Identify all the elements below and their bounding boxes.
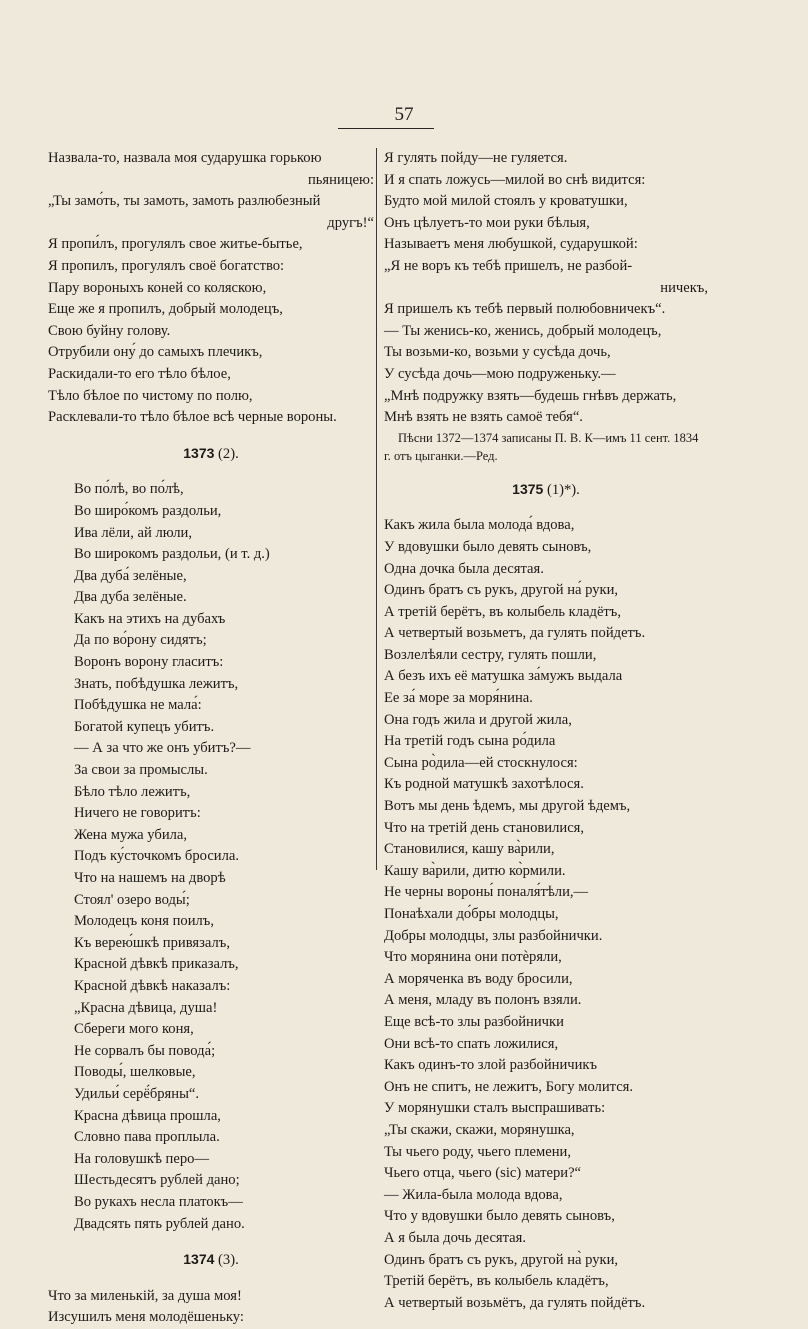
verse-line: Знать, побѣдушка лежитъ, bbox=[74, 675, 239, 692]
verse-line: Что на третій день становилися, bbox=[384, 819, 585, 836]
verse-line: Я пропилъ, прогулялъ своё богатство: bbox=[48, 257, 285, 274]
verse-line: Къ верею́шкѣ привязалъ, bbox=[74, 934, 230, 951]
verse-line: Ты возьми-ко, возьми у сусѣда дочь, bbox=[384, 344, 611, 361]
song-heading bbox=[48, 443, 374, 466]
verse-line: Что за миленькій, за душа моя! bbox=[48, 1287, 242, 1304]
verse-line: Ива лёли, ай люли, bbox=[74, 524, 193, 541]
verse-line: Двадсять пять рублей дано. bbox=[74, 1215, 245, 1232]
verse-line: Они всѣ-то спать ложилися, bbox=[384, 1035, 559, 1052]
verse-line: Одинъ братъ съ рукъ, другой на́ руки, bbox=[384, 582, 619, 599]
editor-note: Пѣсни 1372—1374 записаны П. В. К—имъ 11 сент. 1834 г. отъ цыганки.—Ред. bbox=[384, 430, 699, 463]
verse-line: Красной дѣвкѣ наказалъ: bbox=[74, 977, 231, 994]
verse-line: Словно пава проплыла. bbox=[74, 1129, 220, 1146]
verse-line: Побѣдушка не мала́: bbox=[74, 697, 202, 714]
verse-line: На головушкѣ перо— bbox=[74, 1150, 210, 1167]
verse-line: На третій годъ сына ро́дила bbox=[384, 733, 556, 750]
right-column bbox=[384, 148, 708, 1314]
verse-line: Поводы́, шелковые, bbox=[74, 1064, 196, 1081]
verse-line: Называетъ меня любушкой, сударушкой: bbox=[384, 236, 638, 253]
verse-line: А четвертый возьметъ, да гулять пойдетъ. bbox=[384, 625, 646, 642]
verse-line: Во широ́комъ раздольи, bbox=[74, 502, 222, 519]
verse-line: „Ты скажи, скажи, морянушка, bbox=[384, 1121, 575, 1138]
verse-line: Я пропи́лъ, прогулялъ свое житье-бытье, bbox=[48, 236, 303, 253]
verse-line: Свою буйну голову. bbox=[48, 322, 171, 339]
verse-line: Подъ ку́сточкомъ бросила. bbox=[74, 848, 240, 865]
page-number: 57 bbox=[394, 104, 414, 125]
left-column bbox=[48, 148, 374, 1329]
verse-line: Мнѣ взять не взять самоё тебя“. bbox=[384, 409, 583, 426]
verse-line: Два дуба зелёные. bbox=[74, 589, 187, 606]
verse-line: Добры молодцы, злы разбойнички. bbox=[384, 927, 603, 944]
verse-line: Да по во́рону сидятъ; bbox=[74, 632, 207, 649]
verse-line: „Я не воръ къ тебѣ пришелъ, не разбой- bbox=[384, 257, 633, 274]
verse-line: — Ты женись-ко, женись, добрый молодецъ, bbox=[384, 322, 662, 339]
verse-line: Во рукахъ несла платокъ— bbox=[74, 1193, 243, 1210]
verse-line: Сбереги мого коня, bbox=[74, 1021, 194, 1038]
verse-line: Вотъ мы день ѣдемъ, мы другой ѣдемъ, bbox=[384, 798, 631, 815]
verse-line: Какъ одинъ-то злой разбойничикъ bbox=[384, 1057, 598, 1074]
verse-line: Пару вороныхъ коней со коляскою, bbox=[48, 279, 267, 296]
song-number: 1375 bbox=[512, 480, 544, 497]
song-variant: (1)*). bbox=[543, 481, 580, 498]
verse-line: Шестьдесятъ рублей дано; bbox=[74, 1172, 240, 1189]
verse-line: ничекъ, bbox=[660, 279, 708, 296]
verse-line: Жена мужа убила, bbox=[74, 826, 188, 843]
verse-line: Два дуба́ зелёные, bbox=[74, 567, 187, 584]
verse-line: Становилися, кашу ва̀рили, bbox=[384, 841, 555, 858]
verse-line: Еще всѣ-то злы разбойнички bbox=[384, 1013, 564, 1030]
verse-line: Кашу ва̀рили, дитю ко̀рмили. bbox=[384, 862, 566, 879]
verse-line: Что морянина они потѐряли, bbox=[384, 949, 562, 966]
verse-line: Бѣло тѣло лежитъ, bbox=[74, 783, 191, 800]
verse-line: А я была дочь десятая. bbox=[384, 1229, 527, 1246]
verse-line: У вдовушки было девять сыновъ, bbox=[384, 538, 592, 555]
verse-line: Онъ не спитъ, не лежитъ, Богу молится. bbox=[384, 1078, 634, 1095]
verse-line: Молодецъ коня поилъ, bbox=[74, 913, 214, 930]
verse-line: Чьего отца, чьего (sic) матери?“ bbox=[384, 1165, 582, 1182]
verse-line: Одинъ братъ съ рукъ, другой на̀ руки, bbox=[384, 1251, 619, 1268]
verse-line: Раскидали-то его тѣло бѣлое, bbox=[48, 365, 231, 382]
song-variant: (2). bbox=[214, 445, 239, 462]
verse-line: Не сорвалъ бы повода́; bbox=[74, 1042, 216, 1059]
verse-line: И я спать ложусь—милой во снѣ видится: bbox=[384, 171, 646, 188]
verse-line: Какъ на этихъ на дубахъ bbox=[74, 610, 226, 627]
verse-line: Одна дочка была десятая. bbox=[384, 560, 544, 577]
song-heading bbox=[384, 479, 708, 502]
spacer bbox=[48, 429, 374, 443]
verse-line: Расклевали-то тѣло бѣлое всѣ черные вороны. bbox=[48, 409, 337, 426]
spacer bbox=[384, 501, 708, 515]
verse-line: „Мнѣ подружку взять—будешь гнѣвъ держать, bbox=[384, 387, 677, 404]
verse-line: Будто мой милой стоялъ у кроватушки, bbox=[384, 193, 628, 210]
verse-line: Возлелѣяли сестру, гулять пошли, bbox=[384, 646, 597, 663]
verse-line: Во по́лѣ, во по́лѣ, bbox=[74, 481, 184, 498]
verse-line: Что на нашемъ на дворѣ bbox=[74, 870, 226, 886]
verse-line: Не черны вороны́ поналя́тѣли,— bbox=[384, 884, 589, 901]
song-variant: (3). bbox=[214, 1252, 239, 1269]
verse-line: Онъ цѣлуетъ-то мои руки бѣлыя, bbox=[384, 214, 590, 231]
verse-line: Сына ро̀дила—ей стоскнулося: bbox=[384, 754, 578, 771]
verse-line: Ты чьего роду, чьего племени, bbox=[384, 1143, 572, 1160]
spacer bbox=[384, 465, 708, 479]
verse-line: Какъ жила была молода́ вдова, bbox=[384, 517, 575, 534]
verse-line: Тѣло бѣлое по чистому по полю, bbox=[48, 387, 253, 404]
song-heading bbox=[48, 1249, 374, 1272]
verse-line: Еще же я пропилъ, добрый молодецъ, bbox=[48, 301, 283, 318]
verse-line: Стоял' озеро воды́; bbox=[74, 891, 190, 908]
verse-line: Къ родной матушкѣ захотѣлося. bbox=[384, 776, 584, 793]
verse-line: А меня, младу въ полонъ взяли. bbox=[384, 992, 582, 1009]
verse-line: У сусѣда дочь—мою подруженьку.— bbox=[384, 365, 616, 382]
column-divider bbox=[376, 148, 377, 870]
verse-line: Во широкомъ раздольи, (и т. д.) bbox=[74, 546, 270, 563]
verse-line: А безъ ихъ её матушка за́мужъ выдала bbox=[384, 668, 623, 685]
verse-line: Назвала-то, назвала моя сударушка горькою bbox=[48, 150, 322, 166]
verse-line: Отрубили ону́ до самыхъ плечикъ, bbox=[48, 344, 263, 361]
verse-line: За свои за промыслы. bbox=[74, 762, 208, 779]
verse-line: „Красна дѣвица, душа! bbox=[74, 999, 218, 1016]
verse-line: Ничего не говоритъ: bbox=[74, 805, 201, 822]
verse-line: А четвертый возьмётъ, да гулять пойдётъ. bbox=[384, 1294, 646, 1311]
verse-line: Она годъ жила и другой жила, bbox=[384, 711, 572, 728]
verse-line: Богатой купецъ убитъ. bbox=[74, 718, 215, 735]
spacer bbox=[48, 1272, 374, 1286]
verse-line: Ее за́ море за моря́нина. bbox=[384, 690, 533, 707]
verse-line: Что у вдовушки было девять сыновъ, bbox=[384, 1208, 615, 1225]
verse-line: — Жила-была молода вдова, bbox=[384, 1186, 563, 1203]
verse-line: Воронъ ворону гласитъ: bbox=[74, 654, 224, 671]
verse-line: — А за что же онъ убитъ?— bbox=[74, 740, 251, 757]
verse-line: Изсушилъ меня молодёшеньку: bbox=[48, 1309, 244, 1326]
song-number: 1373 bbox=[183, 444, 215, 461]
song-number: 1374 bbox=[183, 1251, 215, 1268]
verse-line: А моряченка въ воду бросили, bbox=[384, 970, 573, 987]
verse-line: пьяницею: bbox=[307, 171, 374, 188]
spacer bbox=[48, 465, 374, 479]
verse-line: другъ!“ bbox=[327, 214, 374, 231]
verse-line: Понаѣхали до́бры молодцы, bbox=[384, 906, 559, 922]
header-rule bbox=[338, 128, 434, 129]
verse-line: Красна дѣвица прошла, bbox=[74, 1107, 221, 1124]
verse-line: Я гулять пойду—не гуляется. bbox=[384, 150, 568, 166]
verse-line: Третій берётъ, въ колыбель кладётъ, bbox=[384, 1273, 609, 1290]
verse-line: „Ты замо́ть, ты замоть, замоть разлюбезный bbox=[48, 193, 321, 210]
spacer bbox=[48, 1235, 374, 1249]
verse-line: А третій берётъ, въ колыбель кладётъ, bbox=[384, 603, 621, 620]
verse-line: Я пришелъ къ тебѣ первый полюбовничекъ“. bbox=[384, 301, 666, 318]
verse-line: У морянушки сталъ выспрашивать: bbox=[384, 1100, 606, 1117]
verse-line: Удильи́ серё́бряны“. bbox=[74, 1085, 200, 1102]
verse-line: Красной дѣвкѣ приказалъ, bbox=[74, 956, 239, 973]
